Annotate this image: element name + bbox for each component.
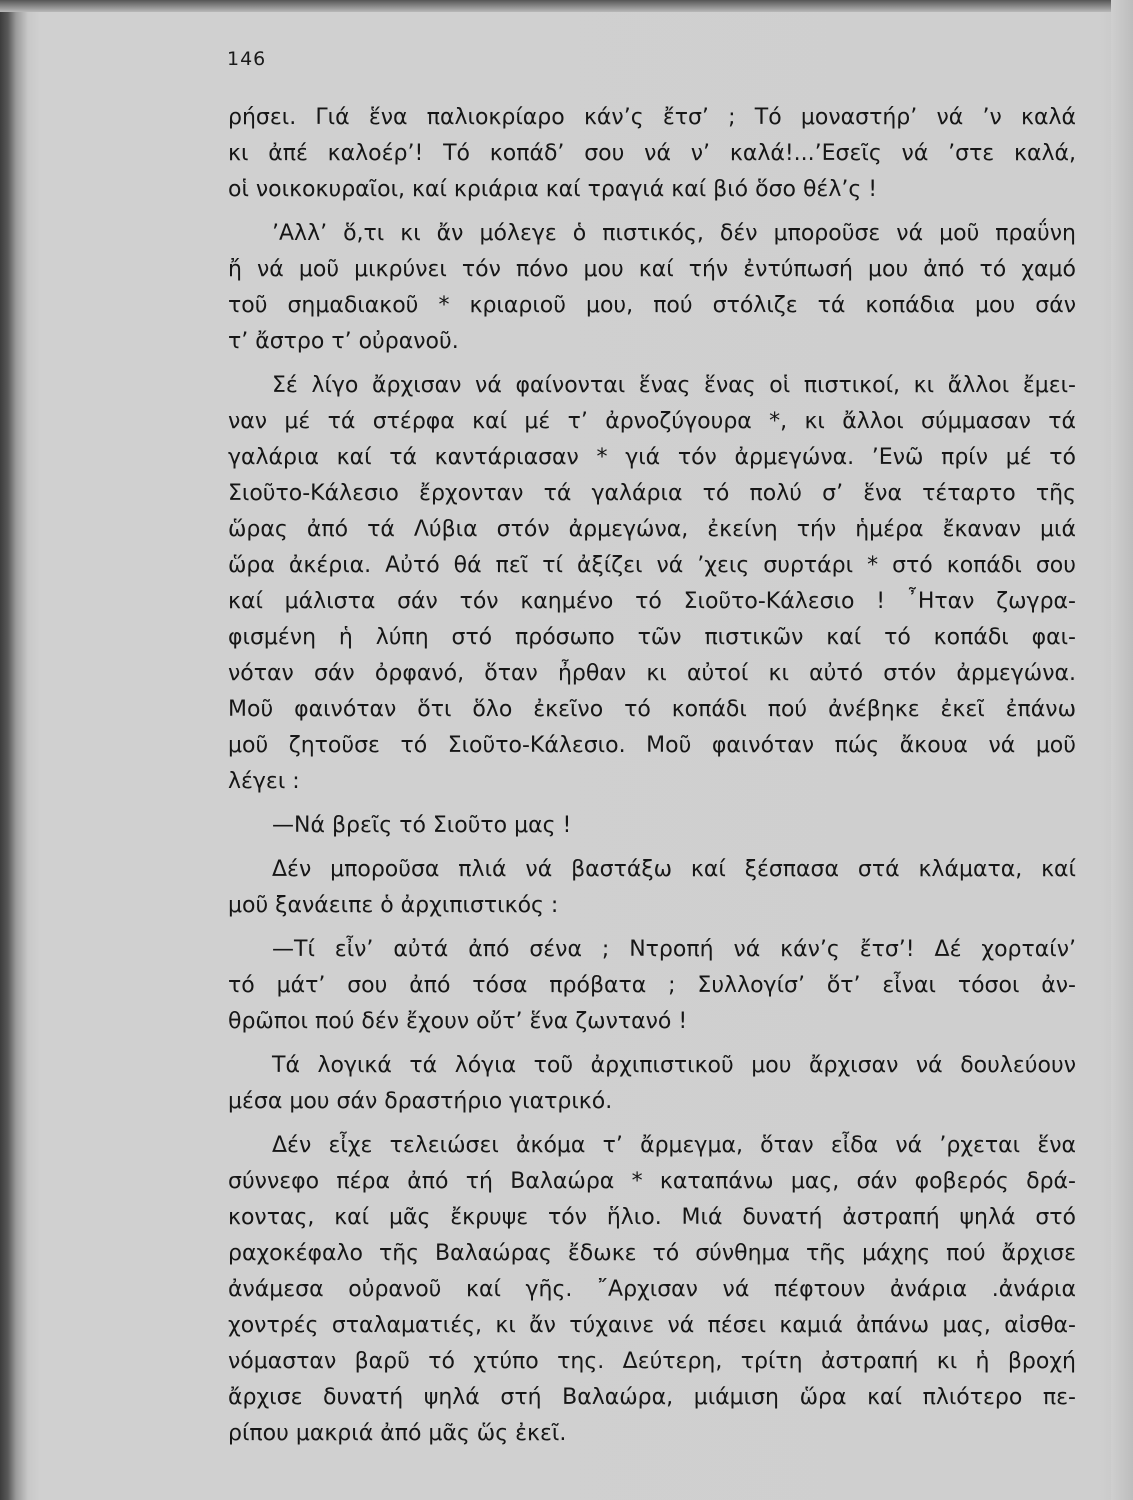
text-line: Σιοῦτο-Κάλεσιο ἔρχονταν τά γαλάρια τό πολύ σ’ ἕνα τέταρτο τῆς (228, 481, 1076, 506)
text-line: ρίπου μακριά ἀπό μᾶς ὥς ἐκεῖ. (228, 1421, 567, 1446)
text-line: —Νά βρεῖς τό Σιοῦτο μας ! (272, 813, 572, 838)
paragraph-gap (228, 800, 1076, 808)
paragraph-gap (228, 844, 1076, 852)
text-line: —Τί εἶν’ αὐτά ἀπό σένα ; Ντροπή νά κάν’ς ἔτσ’! Δέ χορταίν’ (272, 937, 1076, 962)
paragraph-gap (228, 924, 1076, 932)
text-line: οἱ νοικοκυραῖοι, καί κριάρια καί τραγιά καί βιό ὅσο θέλ’ς ! (228, 177, 878, 202)
text-line: Τά λογικά τά λόγια τοῦ ἀρχιπιστικοῦ μου ἄρχισαν νά δουλεύουν (272, 1053, 1076, 1078)
text-line: ἤ νά μοῦ μικρύνει τόν πόνο μου καί τήν ἐντύπωσή μου ἀπό τό χαμό (228, 257, 1076, 282)
text-line: καί μάλιστα σάν τόν καημένο τό Σιοῦτο-Κάλεσιο ! ῏Ηταν ζωγρα- (228, 589, 1076, 614)
text-line: μοῦ ζητοῦσε τό Σιοῦτο-Κάλεσιο. Μοῦ φαινόταν πώς ἄκουα νά μοῦ (228, 733, 1076, 758)
text-line: ἄρχισε δυνατή ψηλά στή Βαλαώρα, μιάμιση ὥρα καί πλιότερο πε- (228, 1385, 1076, 1410)
paragraph (228, 932, 1076, 1040)
top-edge-shadow (0, 0, 1133, 12)
text-line: Σέ λίγο ἄρχισαν νά φαίνονται ἕνας ἕνας οἱ πιστικοί, κι ἄλλοι ἔμει- (272, 373, 1076, 398)
text-line: ὥρα ἀκέρια. Αὐτό θά πεῖ τί ἀξίζει νά ’χεις συρτάρι * στό κοπάδι σου (228, 553, 1076, 578)
text-line: ὥρας ἀπό τά Λύβια στόν ἀρμεγώνα, ἐκείνη τήν ἡμέρα ἔκαναν μιά (228, 517, 1076, 542)
text-line: Δέν μποροῦσα πλιά νά βαστάξω καί ξέσπασα στά κλάματα, καί (272, 857, 1076, 882)
paragraph (228, 1128, 1076, 1452)
text-line: κοντας, καί μᾶς ἔκρυψε τόν ἥλιο. Μιά δυνατή ἀστραπή ψηλά στό (228, 1205, 1076, 1230)
page-number: 146 (227, 48, 267, 70)
text-line: ναν μέ τά στέρφα καί μέ τ’ ἀρνοζύγουρα *, κι ἄλλοι σύμμασαν τά (228, 409, 1076, 434)
text-line: ραχοκέφαλο τῆς Βαλαώρας ἔδωκε τό σύνθημα τῆς μάχης πού ἄρχισε (228, 1241, 1076, 1266)
paragraph (228, 852, 1076, 924)
text-line: νόταν σάν ὀρφανό, ὅταν ἦρθαν κι αὐτοί κι αὐτό στόν ἀρμεγώνα. (228, 661, 1076, 686)
text-line: ἀνάμεσα οὐρανοῦ καί γῆς. ῎Αρχισαν νά πέφτουν ἀνάρια .ἀνάρια (228, 1277, 1076, 1302)
text-line: τοῦ σημαδιακοῦ * κριαριοῦ μου, πού στόλιζε τά κοπάδια μου σάν (228, 293, 1076, 318)
text-line: Μοῦ φαινόταν ὅτι ὅλο ἐκεῖνο τό κοπάδι πού ἀνέβηκε ἐκεῖ ἐπάνω (228, 697, 1076, 722)
body-text (228, 100, 1076, 1452)
text-line: τό μάτ’ σου ἀπό τόσα πρόβατα ; Συλλογίσ’ ὅτ’ εἶναι τόσοι ἀν- (228, 973, 1076, 998)
paragraph-gap (228, 360, 1076, 368)
text-line: χοντρές σταλαματιές, κι ἄν τύχαινε νά πέσει καμιά ἀπάνω μας, αἰσθα- (228, 1313, 1076, 1338)
paragraph-gap (228, 208, 1076, 216)
right-page-edge (1111, 0, 1133, 1500)
text-line: γαλάρια καί τά καντάριασαν * γιά τόν ἀρμεγώνα. ’Ενῶ πρίν μέ τό (228, 445, 1076, 470)
paragraph (228, 808, 1076, 844)
text-line: σύννεφο πέρα ἀπό τή Βαλαώρα * καταπάνω μας, σάν φοβερός δρά- (228, 1169, 1076, 1194)
text-line: θρῶποι πού δέν ἔχουν οὔτ’ ἕνα ζωντανό ! (228, 1009, 688, 1034)
text-line: ’Αλλ’ ὅ,τι κι ἄν μόλεγε ὁ πιστικός, δέν μποροῦσε νά μοῦ πραΰνη (272, 221, 1076, 246)
text-line: νόμασταν βαρῦ τό χτύπο της. Δεύτερη, τρίτη ἀστραπή κι ἡ βροχή (228, 1349, 1076, 1374)
paragraph (228, 216, 1076, 360)
paragraph (228, 1048, 1076, 1120)
text-line: λέγει : (228, 769, 300, 794)
text-line: μέσα μου σάν δραστήριο γιατρικό. (228, 1089, 613, 1114)
text-line: μοῦ ξανάειπε ὁ ἀρχιπιστικός : (228, 893, 559, 918)
paragraph (228, 368, 1076, 800)
text-line: τ’ ἄστρο τ’ οὐρανοῦ. (228, 329, 459, 354)
text-line: ρήσει. Γιά ἕνα παλιοκρίαρο κάν’ς ἔτσ’ ; Τό μοναστήρ’ νά ’ν καλά (228, 105, 1076, 130)
paragraph-gap (228, 1120, 1076, 1128)
paragraph (228, 100, 1076, 208)
text-line: Δέν εἶχε τελειώσει ἀκόμα τ’ ἄρμεγμα, ὅταν εἶδα νά ’ρχεται ἕνα (272, 1133, 1076, 1158)
text-line: κι ἀπέ καλοέρ’! Τό κοπάδ’ σου νά ν’ καλά!...’Εσεῖς νά ’στε καλά, (228, 141, 1076, 166)
paragraph-gap (228, 1040, 1076, 1048)
text-line: φισμένη ἡ λύπη στό πρόσωπο τῶν πιστικῶν καί τό κοπάδι φαι- (228, 625, 1076, 650)
